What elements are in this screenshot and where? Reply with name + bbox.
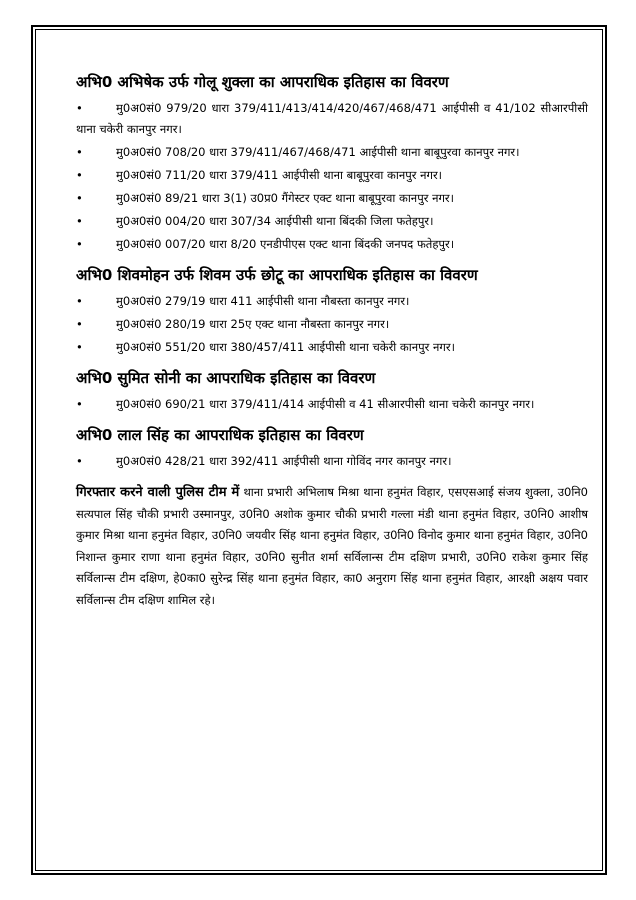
case-list bbox=[76, 394, 588, 415]
case-text: मु0अ0सं0 690/21 धारा 379/411/414 आईपीसी व 41 सीआरपीसी थाना चकेरी कानपुर नगर। bbox=[116, 397, 535, 411]
case-list bbox=[76, 451, 588, 472]
bullet-icon: • bbox=[76, 294, 83, 308]
section-abhishek bbox=[76, 72, 588, 255]
list-item bbox=[76, 291, 588, 312]
list-item bbox=[76, 98, 588, 140]
case-text: मु0अ0सं0 711/20 धारा 379/411 आईपीसी थाना बाबूपुरवा कानपुर नगर। bbox=[116, 168, 443, 182]
section-sumit bbox=[76, 368, 588, 415]
bullet-icon: • bbox=[76, 145, 83, 159]
list-item bbox=[76, 188, 588, 209]
case-text: मु0अ0सं0 551/20 धारा 380/457/411 आईपीसी थाना चकेरी कानपुर नगर। bbox=[116, 340, 455, 354]
case-list bbox=[76, 291, 588, 358]
section-shivmohan bbox=[76, 265, 588, 358]
case-text: मु0अ0सं0 708/20 धारा 379/411/467/468/471 आईपीसी थाना बाबूपुरवा कानपुर नगर। bbox=[116, 145, 520, 159]
case-text: मु0अ0सं0 004/20 धारा 307/34 आईपीसी थाना बिंदकी जिला फतेहपुर। bbox=[116, 214, 434, 228]
bullet-icon: • bbox=[76, 454, 83, 468]
bullet-icon: • bbox=[76, 397, 83, 411]
list-item bbox=[76, 314, 588, 335]
arresting-team-paragraph bbox=[76, 482, 588, 611]
list-item bbox=[76, 165, 588, 186]
list-item bbox=[76, 211, 588, 232]
case-text: मु0अ0सं0 279/19 धारा 411 आईपीसी थाना नौबस्ता कानपुर नगर। bbox=[116, 294, 410, 308]
bullet-icon: • bbox=[76, 214, 83, 228]
section-heading: अभि0 सुमित सोनी का आपराधिक इतिहास का विवरण bbox=[76, 369, 376, 387]
bullet-icon: • bbox=[76, 317, 83, 331]
case-text: मु0अ0सं0 428/21 धारा 392/411 आईपीसी थाना गोविंद नगर कानपुर नगर। bbox=[116, 454, 452, 468]
list-item bbox=[76, 451, 588, 472]
case-text: मु0अ0सं0 280/19 धारा 25ए एक्ट थाना नौबस्ता कानपुर नगर। bbox=[116, 317, 390, 331]
section-heading: अभि0 शिवमोहन उर्फ शिवम उर्फ छोटू का आपराधिक इतिहास का विवरण bbox=[76, 266, 478, 284]
bullet-icon: • bbox=[76, 191, 83, 205]
case-text: मु0अ0सं0 89/21 धारा 3(1) उ0प्र0 गैंगेस्टर एक्ट थाना बाबूपुरवा कानपुर नगर। bbox=[116, 191, 454, 205]
bullet-icon: • bbox=[76, 101, 83, 115]
team-members-text: थाना प्रभारी अभिलाष मिश्रा थाना हनुमंत विहार, एसएसआई संजय शुक्ला, उ0नि0 सत्यपाल सिंह चौकी प्रभारी उस्मानपुर, उ0नि0 अशोक कुमार चौकी प्रभारी गल्ला मंडी थाना हनुमंत विहार, उ0नि0 आशीष कुमार मिश्रा थाना हनुमंत विहार, उ0नि0 जयवीर सिंह थाना हनुमंत विहार, उ0नि0 विनोद कुमार थाना हनुमंत विहार, उ0नि0 निशान्त कुमार राणा थाना हनुमंत विहार, उ0नि0 सुनीत शर्मा सर्विलान्स टीम दक्षिण प्रभारी, उ0नि0 राकेश कुमार सिंह सर्विलान्स टीम दक्षिण, हे0का0 सुरेन्द्र सिंह थाना हनुमंत विहार, का0 अनुराग सिंह थाना हनुमंत विहार, आरक्षी अक्षय पवार सर्विलान्स टीम दक्षिण शामिल रहे। bbox=[76, 485, 588, 607]
document-body bbox=[76, 72, 588, 611]
bullet-icon: • bbox=[76, 168, 83, 182]
bullet-icon: • bbox=[76, 237, 83, 251]
team-lead-label: गिरफ्तार करने वाली पुलिस टीम में bbox=[76, 485, 240, 500]
case-text: मु0अ0सं0 007/20 धारा 8/20 एनडीपीएस एक्ट थाना बिंदकी जनपद फतेहपुर। bbox=[116, 237, 455, 251]
case-text: मु0अ0सं0 979/20 धारा 379/411/413/414/420/467/468/471 आईपीसी व 41/102 सीआरपीसी थाना चकेरी कानपुर नगर। bbox=[76, 101, 588, 136]
case-list bbox=[76, 98, 588, 255]
list-item bbox=[76, 394, 588, 415]
section-heading: अभि0 अभिषेक उर्फ गोलू शुक्ला का आपराधिक इतिहास का विवरण bbox=[76, 73, 449, 91]
bullet-icon: • bbox=[76, 340, 83, 354]
section-heading: अभि0 लाल सिंह का आपराधिक इतिहास का विवरण bbox=[76, 426, 364, 444]
list-item bbox=[76, 234, 588, 255]
list-item bbox=[76, 337, 588, 358]
section-lal-singh bbox=[76, 425, 588, 472]
list-item bbox=[76, 142, 588, 163]
